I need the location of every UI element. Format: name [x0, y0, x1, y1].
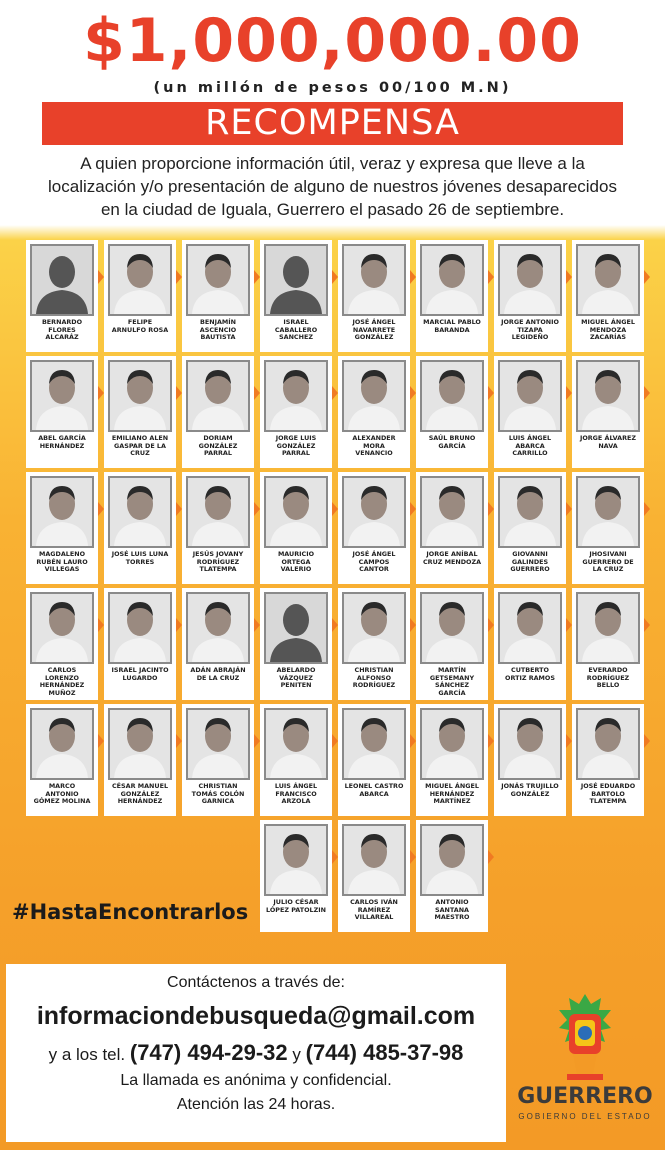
person-photo — [342, 360, 406, 432]
person-name: JORGE LUIS GONZÁLEZ PARRAL — [275, 434, 317, 458]
person-card — [572, 240, 644, 352]
person-photo — [420, 476, 484, 548]
person-icon — [266, 362, 326, 430]
person-icon — [422, 362, 482, 430]
person-name: JOSÉ ÁNGEL CAMPOS CANTOR — [352, 550, 396, 574]
person-card — [338, 356, 410, 468]
person-icon — [110, 246, 170, 314]
phone-1[interactable]: (747) 494-29-32 — [129, 1040, 288, 1065]
person-name: ADÁN ABRAJÁN DE LA CRUZ — [190, 666, 246, 682]
person-card — [494, 356, 566, 468]
person-name: ANTONIO SANTANA MAESTRO — [434, 898, 470, 922]
person-icon — [500, 478, 560, 546]
person-photo — [264, 360, 328, 432]
person-name: BENJAMÍN ASCENCIO BAUTISTA — [199, 318, 237, 342]
person-icon — [32, 594, 92, 662]
person-card — [494, 240, 566, 352]
person-name: JONÁS TRUJILLO GONZÁLEZ — [501, 782, 559, 798]
person-icon — [422, 710, 482, 778]
person-name: CARLOS LORENZO HERNÁNDEZ MUÑOZ — [39, 666, 85, 697]
person-photo — [498, 476, 562, 548]
contact-note: La llamada es anónima y confidencial. — [120, 1072, 392, 1089]
person-card — [572, 704, 644, 816]
person-photo — [498, 360, 562, 432]
person-icon — [344, 826, 404, 894]
person-photo — [186, 708, 250, 780]
person-photo — [420, 360, 484, 432]
person-card — [416, 356, 488, 468]
person-card — [416, 704, 488, 816]
person-name: CUTBERTO ORTIZ RAMOS — [505, 666, 555, 682]
person-icon — [422, 826, 482, 894]
person-photo — [576, 476, 640, 548]
person-photo — [498, 244, 562, 316]
person-photo — [342, 244, 406, 316]
person-name: JOSÉ ÁNGEL NAVARRETE GONZÁLEZ — [352, 318, 396, 342]
person-photo — [342, 824, 406, 896]
person-card — [416, 820, 488, 932]
person-photo — [186, 360, 250, 432]
person-icon — [578, 246, 638, 314]
person-card — [572, 472, 644, 584]
person-name: JOSÉ LUIS LUNA TORRES — [111, 550, 169, 566]
person-card — [494, 704, 566, 816]
description-line: localización y/o presentación de alguno de nuestros jóvenes desaparecidos — [48, 177, 617, 196]
reward-amount: $1,000,000.00 — [83, 6, 582, 76]
person-icon — [266, 594, 326, 662]
person-icon — [266, 478, 326, 546]
person-photo — [186, 592, 250, 664]
person-icon — [266, 826, 326, 894]
person-icon — [32, 710, 92, 778]
person-photo — [30, 360, 94, 432]
person-photo — [264, 708, 328, 780]
person-name: EVERARDO RODRÍGUEZ BELLO — [586, 666, 630, 690]
person-name: JORGE ANTONIO TIZAPA LEGIDEÑO — [501, 318, 559, 342]
person-photo — [576, 360, 640, 432]
person-icon — [500, 710, 560, 778]
person-card — [260, 240, 332, 352]
person-icon — [500, 362, 560, 430]
person-name: DORIAM GONZÁLEZ PARRAL — [198, 434, 238, 458]
person-photo — [264, 476, 328, 548]
person-icon — [500, 246, 560, 314]
person-name: FELIPE ARNULFO ROSA — [111, 318, 169, 334]
person-name: ABELARDO VÁZQUEZ PENITEN — [276, 666, 316, 690]
person-card — [26, 704, 98, 816]
person-card — [182, 588, 254, 700]
person-card — [416, 472, 488, 584]
person-photo — [420, 708, 484, 780]
person-icon — [344, 478, 404, 546]
person-name: JHOSIVANI GUERRERO DE LA CRUZ — [582, 550, 634, 574]
person-name: SAÚL BRUNO GARCÍA — [428, 434, 476, 450]
reward-amount-words: (un millón de pesos 00/100 M.N) — [153, 80, 512, 96]
person-photo — [576, 708, 640, 780]
person-card — [182, 356, 254, 468]
person-name: JULIO CÉSAR LÓPEZ PATOLZIN — [266, 898, 326, 914]
person-card — [26, 240, 98, 352]
person-name: EMILIANO ALEN GASPAR DE LA CRUZ — [111, 434, 169, 458]
person-icon — [32, 246, 92, 314]
person-icon — [422, 246, 482, 314]
person-card — [338, 820, 410, 932]
person-card — [260, 472, 332, 584]
person-photo — [576, 592, 640, 664]
person-photo — [30, 592, 94, 664]
person-name: MARTÍN GETSEMANY SÁNCHEZ GARCÍA — [429, 666, 475, 697]
person-icon — [188, 478, 248, 546]
person-card — [104, 472, 176, 584]
person-photo — [576, 244, 640, 316]
person-photo — [420, 244, 484, 316]
person-name: JORGE ÁLVAREZ NAVA — [579, 434, 637, 450]
person-name: ALEXANDER MORA VENANCIO — [352, 434, 396, 458]
person-icon — [344, 710, 404, 778]
person-card — [494, 472, 566, 584]
person-photo — [108, 360, 172, 432]
person-card — [182, 240, 254, 352]
person-name: MARCIAL PABLO BARANDA — [423, 318, 481, 334]
person-icon — [578, 594, 638, 662]
person-icon — [110, 362, 170, 430]
person-icon — [344, 362, 404, 430]
person-name: JESÚS JOVANY RODRÍGUEZ TLATEMPA — [192, 550, 244, 574]
person-icon — [110, 710, 170, 778]
person-photo — [342, 708, 406, 780]
person-card — [260, 820, 332, 932]
phone-2[interactable]: (744) 485-37-98 — [305, 1040, 464, 1065]
person-icon — [110, 594, 170, 662]
person-name: MIGUEL ÁNGEL HERNÁNDEZ MARTÍNEZ — [425, 782, 479, 806]
silhouette-photo — [264, 592, 328, 664]
person-name: LUIS ÁNGEL FRANCISCO ARZOLA — [274, 782, 318, 806]
person-card — [338, 240, 410, 352]
person-name: CHRISTIAN TOMÁS COLÓN GARNICA — [191, 782, 245, 806]
person-photo — [108, 244, 172, 316]
person-name: LUIS ÁNGEL ABARCA CARRILLO — [508, 434, 552, 458]
person-card — [338, 704, 410, 816]
person-card — [104, 240, 176, 352]
contact-box — [6, 964, 506, 1142]
person-card — [572, 356, 644, 468]
person-photo — [186, 476, 250, 548]
phone-join: y — [292, 1045, 301, 1064]
person-photo — [342, 592, 406, 664]
person-card — [182, 472, 254, 584]
person-icon — [422, 478, 482, 546]
contact-intro: Contáctenos a través de: — [167, 974, 345, 991]
person-card — [416, 240, 488, 352]
person-icon — [32, 362, 92, 430]
person-icon — [188, 246, 248, 314]
person-card — [104, 356, 176, 468]
guerrero-logo — [510, 990, 660, 1140]
person-card — [416, 588, 488, 700]
logo-word: GUERRERO — [517, 1084, 653, 1109]
person-icon — [188, 710, 248, 778]
phone-prefix: y a los tel. — [48, 1045, 126, 1064]
person-icon — [188, 594, 248, 662]
person-card — [26, 588, 98, 700]
person-card — [260, 356, 332, 468]
person-card — [26, 356, 98, 468]
person-icon — [32, 478, 92, 546]
person-icon — [578, 362, 638, 430]
silhouette-photo — [30, 244, 94, 316]
reward-banner: RECOMPENSA — [42, 102, 623, 145]
contact-email[interactable]: informaciondebusqueda@gmail.com — [36, 1002, 476, 1030]
person-card — [572, 588, 644, 700]
hashtag: #HastaEncontrarlos — [12, 900, 249, 924]
person-card — [494, 588, 566, 700]
person-name: ISRAEL JACINTO LUGARDO — [111, 666, 169, 682]
contact-phones — [6, 1040, 506, 1066]
person-name: MIGUEL ÁNGEL MENDOZA ZACARÍAS — [581, 318, 635, 342]
person-name: CÉSAR MANUEL GONZÁLEZ HERNÁNDEZ — [111, 782, 169, 806]
person-photo — [498, 708, 562, 780]
person-card — [104, 588, 176, 700]
person-name: MAURICIO ORTEGA VALERIO — [277, 550, 315, 574]
logo-sub: GOBIERNO DEL ESTADO — [518, 1112, 652, 1121]
silhouette-photo — [264, 244, 328, 316]
person-card — [338, 588, 410, 700]
person-icon — [578, 710, 638, 778]
person-name: CHRISTIAN ALFONSO RODRÍGUEZ — [352, 666, 396, 690]
person-name: BERNARDO FLORES ALCARÁZ — [41, 318, 83, 342]
person-photo — [498, 592, 562, 664]
person-photo — [420, 592, 484, 664]
person-card — [338, 472, 410, 584]
person-icon — [344, 594, 404, 662]
person-card — [260, 588, 332, 700]
person-card — [26, 472, 98, 584]
person-photo — [342, 476, 406, 548]
person-photo — [108, 592, 172, 664]
person-name: MARCO ANTONIO GÓMEZ MOLINA — [33, 782, 91, 806]
person-name: GIOVANNI GALINDES GUERRERO — [510, 550, 550, 574]
description-line: A quien proporcione información útil, veraz y expresa que lleve a la — [80, 154, 585, 173]
person-name: LEONEL CASTRO ABARCA — [344, 782, 404, 798]
person-icon — [188, 362, 248, 430]
person-card — [182, 704, 254, 816]
person-icon — [110, 478, 170, 546]
person-name: JOSÉ EDUARDO BARTOLO TLATEMPA — [580, 782, 636, 806]
person-name: ISRAEL CABALLERO SANCHEZ — [274, 318, 318, 342]
person-icon — [500, 594, 560, 662]
person-name: CARLOS IVÁN RAMÍREZ VILLAREAL — [350, 898, 398, 922]
person-photo — [264, 824, 328, 896]
person-icon — [344, 246, 404, 314]
person-photo — [420, 824, 484, 896]
person-card — [260, 704, 332, 816]
contact-hours: Atención las 24 horas. — [176, 1096, 336, 1113]
person-name: JORGE ANÍBAL CRUZ MENDOZA — [422, 550, 482, 566]
description-line: en la ciudad de Iguala, Guerrero el pasado 26 de septiembre. — [100, 200, 565, 219]
person-icon — [266, 710, 326, 778]
person-card — [104, 704, 176, 816]
person-name: MAGDALENO RUBÉN LAURO VILLEGAS — [36, 550, 88, 574]
person-photo — [108, 476, 172, 548]
person-name: ABEL GARCÍA HERNÁNDEZ — [38, 434, 86, 450]
person-photo — [30, 476, 94, 548]
person-photo — [30, 708, 94, 780]
person-photo — [108, 708, 172, 780]
state-emblem-icon — [555, 990, 615, 1082]
person-icon — [266, 246, 326, 314]
person-icon — [422, 594, 482, 662]
person-icon — [578, 478, 638, 546]
person-photo — [186, 244, 250, 316]
